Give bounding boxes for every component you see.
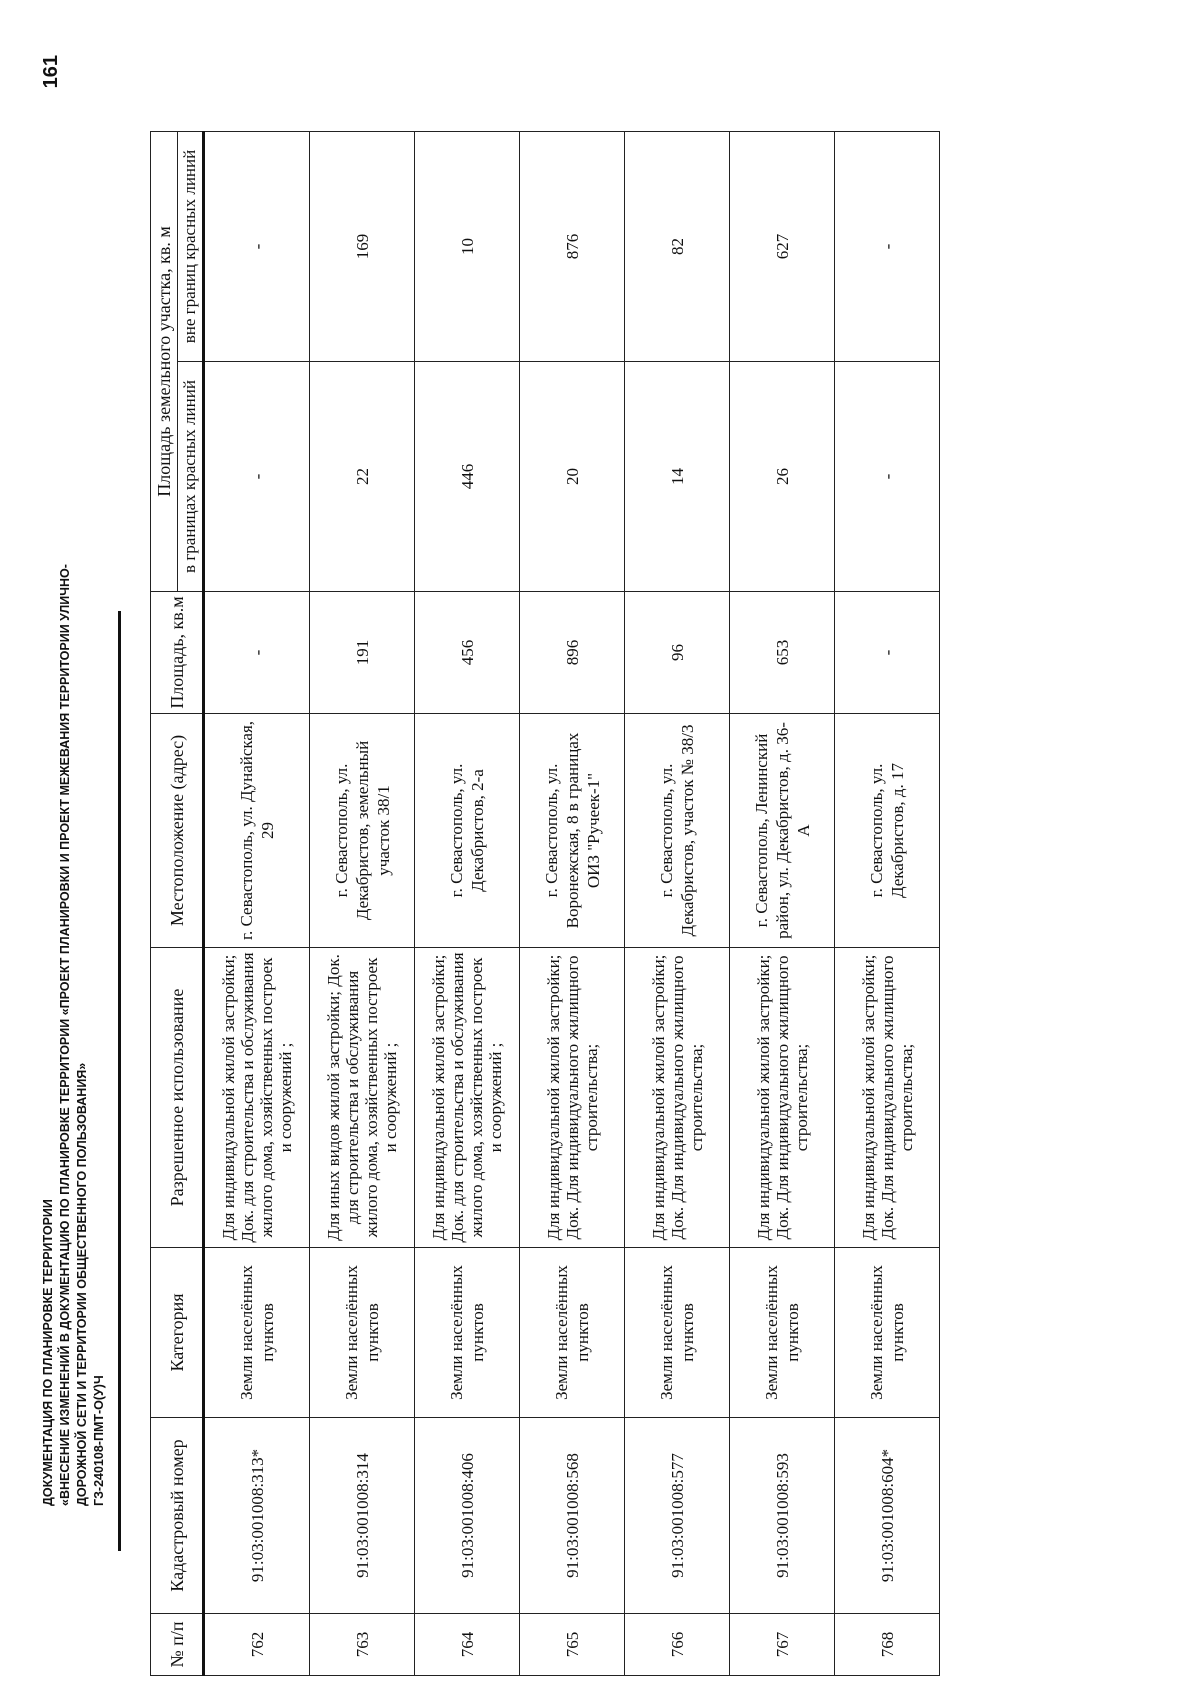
cell-inside: 26	[730, 362, 835, 592]
cell-area: 191	[310, 592, 415, 714]
cell-area: 96	[625, 592, 730, 714]
table-row	[204, 132, 310, 1676]
cell-permitted-use: Для индивидуальной жилой застройки; Док. Для индивидуального жилищного строительства;	[625, 948, 730, 1248]
cell-cadastral: 91:03:001008:314	[310, 1418, 415, 1614]
header-category: Категория	[151, 1248, 204, 1418]
cell-inside: 22	[310, 362, 415, 592]
cell-permitted-use: Для индивидуальной жилой застройки; Док. для строительства и обслуживания жилого дома, хозяйственных построек и сооружений ;	[415, 948, 520, 1248]
cell-category: Земли населённых пунктов	[310, 1248, 415, 1418]
cell-area: -	[204, 592, 310, 714]
cell-permitted-use: Для иных видов жилой застройки; Док. для строительства и обслуживания жилого дома, хозяйственных построек и сооружений ;	[310, 948, 415, 1248]
header-divider	[118, 611, 121, 1551]
cell-area: 456	[415, 592, 520, 714]
cell-cadastral: 91:03:001008:577	[625, 1418, 730, 1614]
cell-inside: 446	[415, 362, 520, 592]
cell-cadastral: 91:03:001008:568	[520, 1418, 625, 1614]
cell-location: г. Севастополь, Ленинский район, ул. Декабристов, д. 36-А	[730, 714, 835, 948]
header-num: № п/п	[151, 1614, 204, 1676]
cell-outside: -	[204, 132, 310, 362]
cell-inside: 14	[625, 362, 730, 592]
header-location: Местоположение (адрес)	[151, 714, 204, 948]
cell-location: г. Севастополь, ул. Воронежская, 8 в границах ОИЗ "Ручеек-1"	[520, 714, 625, 948]
cell-location: г. Севастополь, ул. Декабристов, участок № 38/3	[625, 714, 730, 948]
header-inside-red-lines: в границах красных линий	[178, 362, 204, 592]
cell-outside: 82	[625, 132, 730, 362]
cell-permitted-use: Для индивидуальной жилой застройки; Док. для строительства и обслуживания жилого дома, хозяйственных построек и сооружений ;	[204, 948, 310, 1248]
cell-cadastral: 91:03:001008:406	[415, 1418, 520, 1614]
cell-cadastral: 91:03:001008:604*	[835, 1418, 940, 1614]
cell-num: 764	[415, 1614, 520, 1676]
cell-outside: 10	[415, 132, 520, 362]
cell-category: Земли населённых пунктов	[730, 1248, 835, 1418]
cell-inside: -	[835, 362, 940, 592]
header-line-3: ДОРОЖНОЙ СЕТИ И ТЕРРИТОРИИ ОБЩЕСТВЕННОГО ПОЛЬЗОВАНИЯ»	[75, 1062, 89, 1506]
cell-location: г. Севастополь, ул. Декабристов, земельный участок 38/1	[310, 714, 415, 948]
cell-num: 767	[730, 1614, 835, 1676]
cell-location: г. Севастополь, ул. Дунайская, 29	[204, 714, 310, 948]
document-header	[40, 206, 108, 1506]
header-area: Площадь, кв.м	[151, 592, 204, 714]
table-row	[415, 132, 520, 1676]
header-cadastral: Кадастровый номер	[151, 1418, 204, 1614]
cell-num: 768	[835, 1614, 940, 1676]
cell-category: Земли населённых пунктов	[520, 1248, 625, 1418]
header-line-4: ГЗ-240108-ПМТ-О(У)Ч	[92, 1375, 106, 1506]
cell-area: 653	[730, 592, 835, 714]
cell-location: г. Севастополь, ул. Декабристов, д. 17	[835, 714, 940, 948]
header-permitted-use: Разрешенное использование	[151, 948, 204, 1248]
cell-num: 763	[310, 1614, 415, 1676]
cell-cadastral: 91:03:001008:313*	[204, 1418, 310, 1614]
cell-num: 766	[625, 1614, 730, 1676]
cell-area: -	[835, 592, 940, 714]
cell-cadastral: 91:03:001008:593	[730, 1418, 835, 1614]
cell-outside: 169	[310, 132, 415, 362]
table-row	[625, 132, 730, 1676]
header-line-1: ДОКУМЕНТАЦИЯ ПО ПЛАНИРОВКЕ ТЕРРИТОРИИ	[41, 1199, 55, 1506]
cell-num: 762	[204, 1614, 310, 1676]
cell-outside: 876	[520, 132, 625, 362]
cell-permitted-use: Для индивидуальной жилой застройки; Док. Для индивидуального жилищного строительства;	[520, 948, 625, 1248]
table-row	[520, 132, 625, 1676]
cell-inside: 20	[520, 362, 625, 592]
cell-category: Земли населённых пунктов	[835, 1248, 940, 1418]
cell-permitted-use: Для индивидуальной жилой застройки; Док. Для индивидуального жилищного строительства;	[730, 948, 835, 1248]
cell-outside: 627	[730, 132, 835, 362]
cell-location: г. Севастополь, ул. Декабристов, 2-а	[415, 714, 520, 948]
cell-category: Земли населённых пунктов	[204, 1248, 310, 1418]
cell-inside: -	[204, 362, 310, 592]
table-row	[730, 132, 835, 1676]
cell-category: Земли населённых пунктов	[415, 1248, 520, 1418]
table-row	[310, 132, 415, 1676]
cell-area: 896	[520, 592, 625, 714]
table-row	[835, 132, 940, 1676]
land-plots-table	[150, 131, 940, 1676]
page-number: 161	[40, 55, 62, 89]
cell-outside: -	[835, 132, 940, 362]
header-line-2: «ВНЕСЕНИЕ ИЗМЕНЕНИЙ В ДОКУМЕНТАЦИЮ ПО ПЛАНИРОВКЕ ТЕРРИТОРИИ «ПРОЕКТ ПЛАНИРОВКИ И ПРОЕКТ МЕЖЕВАНИЯ ТЕРРИТОРИИ УЛИЧНО-	[58, 564, 72, 1506]
cell-permitted-use: Для индивидуальной жилой застройки; Док. Для индивидуального жилищного строительства;	[835, 948, 940, 1248]
cell-num: 765	[520, 1614, 625, 1676]
header-outside-red-lines: вне границ красных линий	[178, 132, 204, 362]
cell-category: Земли населённых пунктов	[625, 1248, 730, 1418]
header-plot-area-group: Площадь земельного участка, кв. м	[151, 132, 178, 592]
